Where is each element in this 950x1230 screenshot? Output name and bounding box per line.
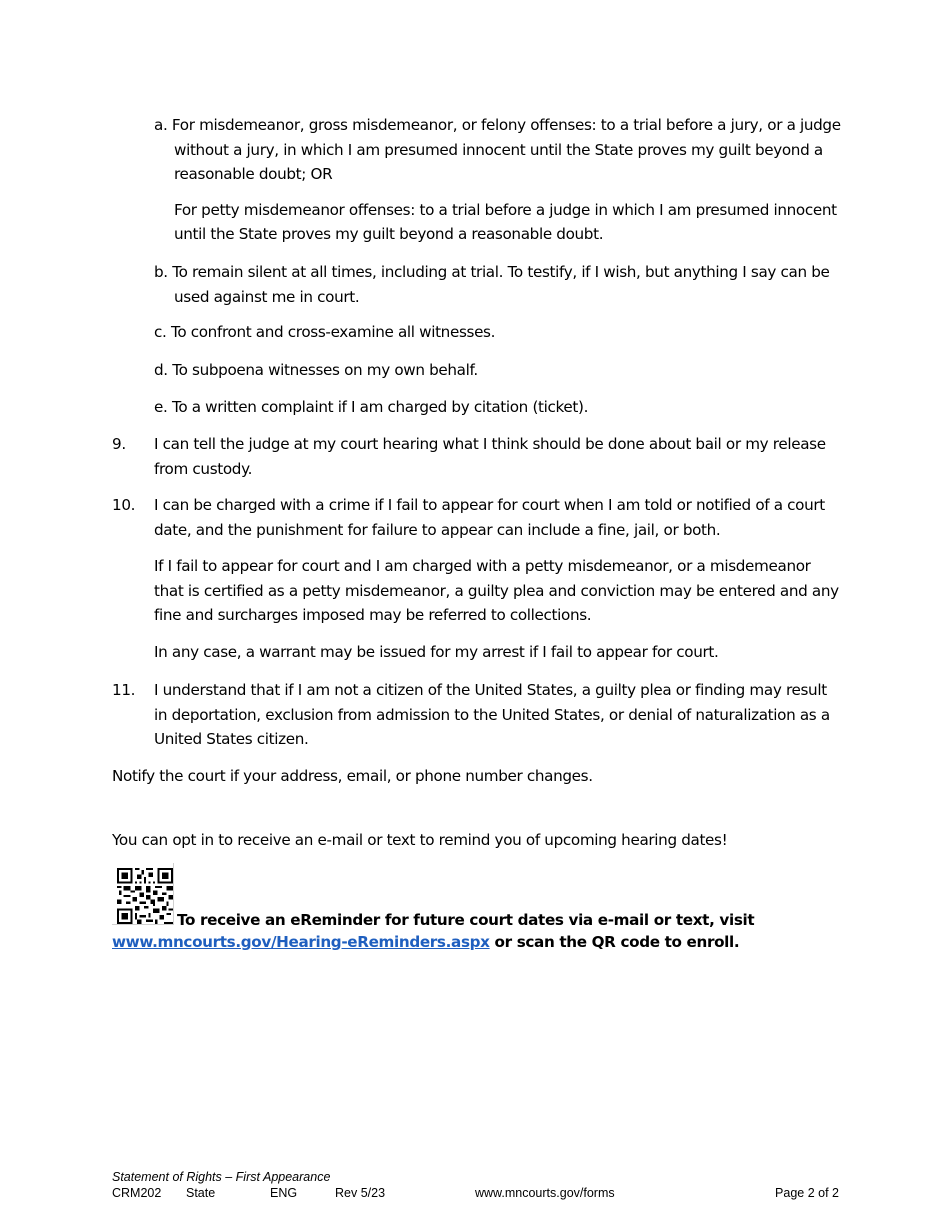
item-10-number: 10. bbox=[112, 496, 136, 514]
rights-item-c-body bbox=[154, 320, 844, 345]
rights-item-a bbox=[154, 113, 844, 247]
item-10-body bbox=[154, 493, 844, 664]
item-9-text: I can tell the judge at my court hearing what I think should be done about bail or my release from custody. bbox=[154, 435, 826, 478]
rights-item-e-label: e. bbox=[154, 398, 168, 416]
item-10-text: I can be charged with a crime if I fail to appear for court when I am told or notified of a court date, and the punishment for failure to appear can include a fine, jail, or both. bbox=[154, 496, 825, 539]
rights-item-a-text2: For petty misdemeanor offenses: to a trial before a judge in which I am presumed innocent until the State proves my guilt beyond a reasonable doubt. bbox=[174, 200, 837, 243]
rights-item-d-label: d. bbox=[154, 361, 168, 379]
footer-url: www.mncourts.gov/forms bbox=[475, 1186, 615, 1200]
rights-item-e-body bbox=[154, 395, 844, 420]
item-11-number: 11. bbox=[112, 681, 136, 699]
footer-page-number: Page 2 of 2 bbox=[775, 1186, 839, 1200]
rights-item-d-body bbox=[154, 358, 844, 383]
footer-language: ENG bbox=[270, 1186, 298, 1200]
footer-form-number: CRM202 bbox=[112, 1186, 162, 1200]
rights-item-e bbox=[154, 395, 844, 420]
rights-item-c-text: To confront and cross-examine all witnesses. bbox=[170, 323, 496, 341]
rights-item-b bbox=[154, 260, 844, 309]
ereminder-link[interactable]: www.mncourts.gov/Hearing-eReminders.aspx bbox=[112, 933, 490, 951]
rights-item-a-label: a. bbox=[154, 116, 168, 134]
item-10-text2: If I fail to appear for court and I am charged with a petty misdemeanor, or a misdemeanor that is certified as a petty misdemeanor, a guilty plea and conviction may be entered and any fine and surcharges imposed may be referred to collections. bbox=[154, 557, 839, 624]
rights-item-e-text: To a written complaint if I am charged by citation (ticket). bbox=[171, 398, 589, 416]
rights-item-b-body bbox=[154, 260, 844, 309]
item-9-number: 9. bbox=[112, 435, 126, 453]
rights-item-c bbox=[154, 320, 844, 345]
ereminder-line2 bbox=[112, 931, 852, 953]
rights-item-d-text: To subpoena witnesses on my own behalf. bbox=[172, 361, 478, 379]
qr-code-icon[interactable] bbox=[112, 863, 174, 925]
rights-item-a-text: For misdemeanor, gross misdemeanor, or felony offenses: to a trial before a jury, or a judge without a jury, in which I am presumed innocent until the State proves my guilt beyond a reasonable doubt; OR bbox=[171, 116, 841, 183]
page-footer bbox=[112, 1170, 852, 1204]
optin-line: You can opt in to receive an e-mail or text to remind you of upcoming hearing dates! bbox=[112, 831, 728, 849]
rights-item-a-body bbox=[154, 113, 844, 187]
rights-item-b-text: To remain silent at all times, including at trial. To testify, if I wish, but anything I say can be used against me in court. bbox=[172, 263, 830, 306]
item-10-text3: In any case, a warrant may be issued for my arrest if I fail to appear for court. bbox=[154, 642, 719, 661]
footer-revision: Rev 5/23 bbox=[335, 1186, 386, 1200]
footer-type: State bbox=[186, 1186, 216, 1200]
ereminder-tail: or scan the QR code to enroll. bbox=[489, 933, 740, 951]
notify-line: Notify the court if your address, email, or phone number changes. bbox=[112, 767, 593, 785]
footer-title: Statement of Rights – First Appearance bbox=[112, 1170, 331, 1184]
rights-item-c-label: c. bbox=[154, 323, 167, 341]
item-11-text: I understand that if I am not a citizen of the United States, a guilty plea or finding may result in deportation, exclusion from admission to the United States, or denial of naturalization as a United States citizen. bbox=[154, 681, 830, 748]
rights-item-b-label: b. bbox=[154, 263, 168, 281]
rights-item-d bbox=[154, 358, 844, 383]
ereminder-lead: To receive an eReminder for future court dates via e-mail or text, visit bbox=[177, 911, 755, 929]
